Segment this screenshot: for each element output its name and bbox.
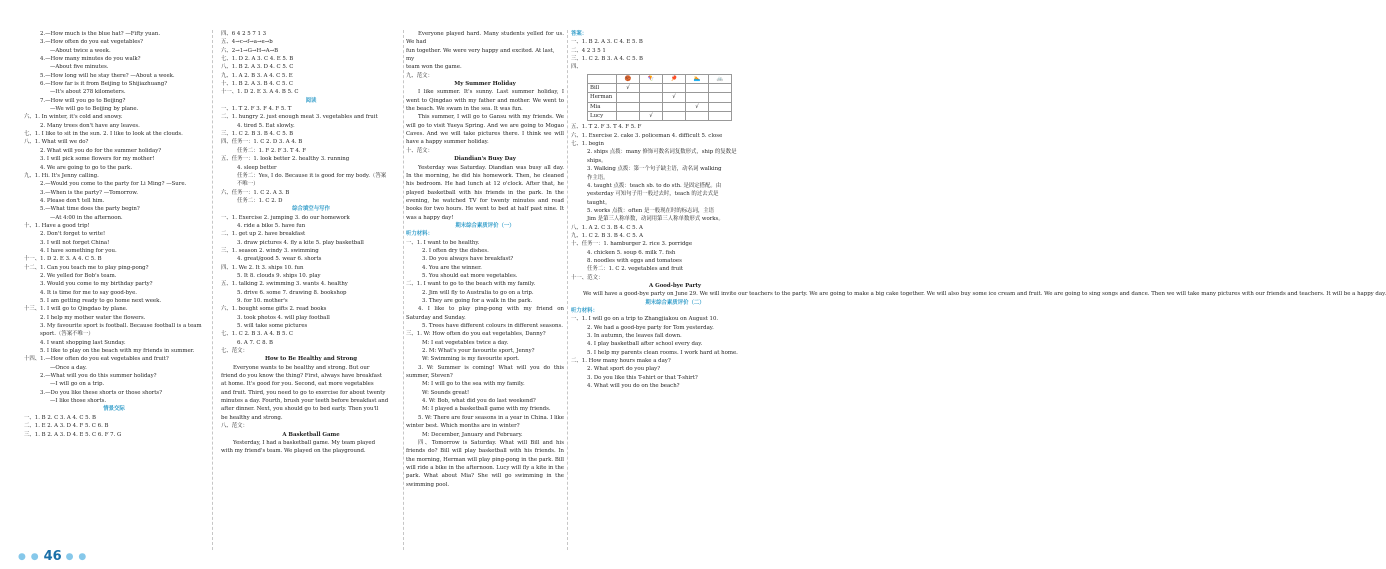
page-footer bbox=[18, 549, 87, 564]
text-line: 2. I help my mother water the flowers. bbox=[40, 314, 146, 321]
text-line: 七、1. begin bbox=[571, 141, 604, 148]
section-heading: 期末综合素质评价（二） bbox=[645, 299, 705, 306]
text-line: 十二、1. Can you teach me to play ping-pong? bbox=[24, 264, 149, 271]
text-line: —I will go on a trip. bbox=[50, 381, 105, 388]
check-cell bbox=[686, 84, 709, 93]
text-line: 任务二：1. F 2. F 3. T 4. F bbox=[237, 147, 306, 154]
text-line: 五、1. T 2. F 3. T 4. F 5. F bbox=[571, 124, 642, 131]
text-line: 2.—How much is the blue hat? —Fifty yuan. bbox=[40, 31, 161, 37]
activity-icon: 🏊 bbox=[686, 74, 709, 83]
check-cell bbox=[709, 84, 732, 93]
text-line: 4.—How many minutes do you walk? bbox=[40, 56, 141, 63]
text-line: 九、1. C 2. B 3. B 4. C 5. A bbox=[571, 232, 643, 239]
text-line: 四、 bbox=[571, 64, 582, 71]
text-line: 八、1. A 2. C 3. B 4. C 5. A bbox=[571, 224, 643, 231]
text-line: We will have a good-bye party on June 29. We will invite our teachers to the party. We are going to make a big cake together. We will also buy some ice cream and fruit. We are going to sing songs and dance. Then we will take many pictures with our friends and teachers. It will be a happy day. bbox=[583, 291, 1386, 298]
text-line: 3. Do you like this T-shirt or that T-shirt? bbox=[587, 374, 698, 381]
text-line: 3. took photos 4. will play football bbox=[237, 314, 330, 321]
text-line: 三、1. season 2. windy 3. swimming bbox=[221, 247, 319, 254]
dots-decoration: ● ● bbox=[65, 551, 88, 562]
check-cell bbox=[709, 112, 732, 121]
text-line: 2.—Would you come to the party for Li Ming? —Sure. bbox=[40, 181, 187, 188]
text-line: minutes a day. Fourth, brush your teeth before breakfast and bbox=[221, 398, 389, 405]
text-line: 7.—How will you go to Beijing? bbox=[40, 97, 126, 104]
text-line: 5. I am getting ready to go home next week. bbox=[40, 298, 162, 304]
text-line: 十、范文： bbox=[406, 147, 433, 154]
text-line: 3.—When is the party? —Tomorrow. bbox=[40, 189, 138, 196]
table-icon-row bbox=[588, 74, 732, 83]
section-heading: 综合填空与写作 bbox=[292, 206, 330, 213]
text-line: Everyone wants to be healthy and strong. But our bbox=[233, 364, 370, 371]
text-line: M: I will go to the sea with my family. bbox=[422, 381, 525, 388]
check-cell bbox=[640, 84, 663, 93]
check-cell bbox=[663, 102, 686, 111]
essay-title: My Summer Holiday bbox=[454, 81, 516, 88]
text-line: 8. noodles with eggs and tomatoes bbox=[587, 257, 682, 264]
text-line: 4. What will you do on the beach? bbox=[587, 383, 680, 390]
table-row bbox=[588, 93, 732, 102]
table-row bbox=[588, 112, 732, 121]
text-line: 九、1. Hi. It's Jenny calling. bbox=[24, 172, 99, 179]
row-name: Herman bbox=[588, 93, 617, 102]
column-divider bbox=[567, 30, 568, 550]
text-line: 4. I want shopping last Sunday. bbox=[40, 339, 126, 346]
check-cell bbox=[686, 112, 709, 121]
column-4 bbox=[571, 30, 1386, 390]
text-line: 作主语。 bbox=[587, 174, 609, 181]
text-line: 四、任务一：1. C 2. D 3. A 4. B bbox=[221, 139, 303, 146]
text-line: fun together. We were very happy and excited. At last, my bbox=[406, 47, 555, 63]
text-line: 4. You are the winner. bbox=[422, 264, 482, 271]
text-line: 3. Walking 点拨：第一个句子缺主语，动名词 walking bbox=[587, 166, 722, 173]
text-line: I like summer. It's sunny. Last summer holiday, I went to Qingdao with my father and mother. We went to the beach. We swam in the sea. It was fun. bbox=[406, 89, 564, 113]
text-line: —About five minutes. bbox=[50, 64, 109, 71]
row-name: Mia bbox=[588, 102, 617, 111]
text-line: 5. Trees have different colours in different seasons. bbox=[422, 323, 563, 330]
text-line: 3. In autumn, the leaves fall down. bbox=[587, 333, 682, 340]
text-line: 一、1. I will go on a trip to Zhangjiakou on August 10. bbox=[571, 316, 719, 323]
section-heading: 期末综合素质评价（一） bbox=[455, 222, 515, 229]
text-line: 一、1. Exercise 2. jumping 3. do our homework bbox=[221, 214, 350, 221]
check-cell bbox=[663, 112, 686, 121]
text-line: 六、1. In winter, it's cold and snowy. bbox=[24, 114, 123, 121]
text-line: 二、1. How many hours make a day? bbox=[571, 358, 671, 365]
text-line: team won the game. bbox=[406, 64, 462, 71]
text-line: after dinner. Next, you should go to bed early. Then you'll bbox=[221, 406, 379, 413]
essay-title: Diandian's Busy Day bbox=[454, 156, 516, 163]
section-heading: 听力材料： bbox=[571, 308, 598, 314]
essay-title: A Basketball Game bbox=[282, 431, 340, 438]
text-line: 十、任务一：1. hamburger 2. rice 3. porridge bbox=[571, 241, 693, 248]
text-line: 五、任务一：1. look better 2. healthy 3. running bbox=[221, 156, 350, 163]
text-line: 七、1. I like to sit in the sun. 2. I like to look at the clouds. bbox=[24, 131, 183, 138]
text-line: 十一、1. D 2. E 3. A 4. B 5. C bbox=[221, 89, 299, 96]
check-cell: √ bbox=[686, 102, 709, 111]
text-line: 4. I like to play ping-pong with my friend on Saturday and Sunday. bbox=[406, 306, 564, 321]
text-line: 5. It 8. clouds 9. ships 10. play bbox=[237, 272, 321, 279]
text-line: 9. for 10. mother's bbox=[237, 298, 288, 304]
text-line: 2. Jim will fly to Australia to go on a trip. bbox=[422, 289, 534, 296]
text-line: —At 4:00 in the afternoon. bbox=[50, 214, 123, 221]
text-line: 三、1. W: How often do you eat vegetables, Danny? bbox=[406, 331, 546, 338]
row-name: Bill bbox=[588, 84, 617, 93]
text-line: 一、1. B 2. C 3. A 4. C 5. B bbox=[24, 414, 96, 421]
text-line: 5. You should eat more vegetables. bbox=[422, 272, 518, 279]
text-line: 八、1. B 2. A 3. D 4. C 5. C bbox=[221, 64, 294, 71]
section-heading: 答案： bbox=[571, 31, 588, 37]
text-line: 二、1. E 2. A 3. D 4. F 5. C 6. B bbox=[24, 423, 109, 430]
text-line: yesterday 可知句子用一般过去时，teach 的过去式是 bbox=[587, 191, 719, 198]
text-line: 3.—Do you like these shorts or those shorts? bbox=[40, 389, 163, 396]
text-line: —It's about 278 kilometers. bbox=[50, 89, 126, 96]
section-heading: 情景交际 bbox=[103, 406, 125, 413]
text-line: 4. chicken 5. soup 6. milk 7. fish bbox=[587, 249, 676, 256]
check-cell bbox=[617, 93, 640, 102]
text-line: 二、4 2 3 5 1 bbox=[571, 47, 606, 54]
table-row bbox=[588, 84, 732, 93]
essay-title: A Good-bye Party bbox=[649, 282, 701, 289]
text-line: 九、范文： bbox=[406, 72, 433, 79]
text-line: 十一、1. D 2. E 3. A 4. C 5. B bbox=[24, 256, 102, 263]
text-line: Yesterday, I had a basketball game. My team played bbox=[233, 439, 376, 446]
text-line: 3. I will not forget China! bbox=[40, 239, 110, 246]
text-line: 五、1. talking 2. swimming 3. wants 4. healthy bbox=[221, 281, 348, 288]
text-line: 一、1. I want to be healthy. bbox=[406, 239, 480, 246]
text-line: 六、1. bought some gifts 2. read books bbox=[221, 306, 327, 313]
dots-decoration: ● ● bbox=[18, 551, 40, 562]
text-line: 六、1. Exercise 2. cake 3. policeman 4. difficult 5. close bbox=[571, 132, 723, 139]
text-line: with my friend's team. We played on the playground. bbox=[221, 448, 366, 455]
column-1 bbox=[24, 30, 204, 439]
text-line: 4. I have something for you. bbox=[40, 247, 117, 254]
text-line: 6.—How far is it from Beijing to Shijiazhuang? bbox=[40, 81, 168, 88]
column-2 bbox=[221, 30, 401, 456]
text-line: 一、1. B 2. A 3. C 4. E 5. B bbox=[571, 39, 643, 46]
activity-icon: 🚲 bbox=[709, 74, 732, 83]
text-line: 十三、1. I will go to Qingdao by plane. bbox=[24, 306, 128, 313]
text-line: ships。 bbox=[587, 157, 607, 164]
check-cell bbox=[617, 102, 640, 111]
text-line: —I like those shorts. bbox=[50, 398, 107, 405]
check-cell bbox=[640, 102, 663, 111]
text-line: 八、范文： bbox=[221, 423, 248, 430]
text-line: M: I played a basketball game with my friends. bbox=[422, 406, 551, 413]
text-line: 3. Do you always have breakfast? bbox=[422, 256, 514, 263]
text-line: 3.—How often do you eat vegetables? bbox=[40, 39, 144, 46]
text-line: W: Swimming is my favourite sport. bbox=[422, 356, 520, 363]
text-line: 六、任务一：1. C 2. A 3. B bbox=[221, 189, 290, 196]
text-line: 2. I often dry the dishes. bbox=[422, 247, 489, 254]
check-cell bbox=[709, 93, 732, 102]
activity-icon: 🏀 bbox=[617, 74, 640, 83]
check-cell bbox=[709, 102, 732, 111]
text-line: M: December, January and February. bbox=[422, 431, 523, 438]
column-divider bbox=[403, 30, 404, 550]
text-line: 十、1. Have a good trip! bbox=[24, 222, 90, 229]
section-heading: 阅读 bbox=[305, 97, 317, 104]
text-line: 2. ships 点拨：many 修饰可数名词复数形式，ship 的复数是 bbox=[587, 149, 737, 156]
text-line: 九、1. A 2. B 3. A 4. C 5. E bbox=[221, 72, 293, 79]
check-cell bbox=[663, 84, 686, 93]
check-cell: √ bbox=[663, 93, 686, 102]
answer-key-head bbox=[571, 30, 779, 72]
activity-icon: 🪁 bbox=[640, 74, 663, 83]
column-3 bbox=[406, 30, 564, 489]
text-line: 3. They are going for a walk in the park. bbox=[422, 298, 533, 304]
text-line: 3. Would you come to my birthday party? bbox=[40, 281, 153, 288]
text-line: 四、Tomorrow is Saturday. What will Bill and his friends do? Bill will play basketball with his friends. In the morning, Herman will play ping-pong in the park. Bill will ride a bike in the afternoon. Lucy will fly a kite in the park. What about Mia? She will go swimming in the swimming pool. bbox=[406, 439, 564, 488]
text-line: 5. works 点拨：often 是一般现在时的标志词，主语 bbox=[587, 207, 715, 214]
text-line: 6. A 7. C 8. B bbox=[237, 339, 273, 346]
text-line: 一、1. T 2. F 3. F 4. F 5. T bbox=[221, 106, 292, 113]
text-line: 三、1. B 2. A 3. D 4. E 5. C 6. F 7. G bbox=[24, 431, 122, 438]
text-line: 2. Many trees don't have any leaves. bbox=[40, 122, 140, 129]
text-line: 4. sleep better bbox=[237, 164, 277, 171]
text-line: 4. We are going to go to the park. bbox=[40, 164, 133, 171]
text-line: Jim 是第三人称单数，动词用第三人称单数形式 works。 bbox=[587, 216, 724, 223]
text-line: 2. We had a good-bye party for Tom yesterday. bbox=[587, 324, 714, 331]
text-line: 2. M: What's your favourite sport, Jenny? bbox=[422, 348, 535, 355]
text-line: 4. tired 5. Eat slowly. bbox=[237, 122, 295, 129]
text-line: 5. drive 6. some 7. drawing 8. bookshop bbox=[237, 289, 347, 296]
row-name: Lucy bbox=[588, 112, 617, 121]
text-line: 3. W: Summer is coming! What will you do this summer, Steven? bbox=[406, 364, 564, 380]
text-line: 二、1. get up 2. have breakfast bbox=[221, 231, 306, 238]
essay-title: How to Be Healthy and Strong bbox=[264, 356, 358, 363]
text-line: 4. great/good 5. wear 6. shorts bbox=[237, 256, 322, 263]
text-line: 3. I will pick some flowers for my mother! bbox=[40, 156, 155, 163]
text-line: 三、1. C 2. B 3. A 4. C 5. B bbox=[571, 56, 643, 63]
text-line: Yesterday was Saturday. Diandian was busy all day. In the morning, he did his homework. Then, he cleaned his bedroom. He had lunch at 12 o'clock. After that, he played basketball with his friends in the park. In the evening, he watched TV for twenty minutes and read books for two hours. He went to bed at half past nine. It was a happy day! bbox=[406, 164, 564, 221]
text-line: 3. draw pictures 4. fly a kite 5. play basketball bbox=[237, 239, 364, 246]
text-line: 七、1. D 2. A 3. C 4. E 5. B bbox=[221, 56, 294, 63]
text-line: 4. I play basketball after school every day. bbox=[587, 341, 703, 348]
text-line: sport.（答案不唯一） bbox=[40, 331, 94, 338]
text-line: friend do you know the thing? First, always have breakfast bbox=[221, 373, 382, 380]
text-line: 2. We yelled for Bob's team. bbox=[40, 272, 117, 279]
text-line: 2.—What will you do this summer holiday? bbox=[40, 373, 157, 380]
text-line: 四、1. We 2. It 3. ships 10. fun bbox=[221, 264, 304, 271]
text-line: 不唯一） bbox=[237, 181, 259, 188]
text-line: —We will go to Beijing by plane. bbox=[50, 106, 139, 113]
text-line: 任务二：1. C 2. vegetables and fruit bbox=[587, 266, 683, 273]
text-line: and fruit. Third, you need to go to exercise for about twenty bbox=[221, 389, 386, 396]
text-line: 4. ride a bike 5. have fun bbox=[237, 222, 306, 229]
text-line: 十四、1.—How often do you eat vegetables and fruit? bbox=[24, 356, 169, 363]
text-line: 2. What sport do you play? bbox=[587, 366, 661, 373]
text-line: at home. It's good for you. Second, eat more vegetables bbox=[221, 381, 374, 388]
text-line: 4. taught 点拨：teach sb. to do sth. 是固定搭配。由 bbox=[587, 182, 722, 189]
text-line: 十一、范文： bbox=[571, 274, 604, 281]
text-line: 5. I like to play on the beach with my friends in summer. bbox=[40, 348, 195, 355]
text-line: 5.—What time does the party begin? bbox=[40, 206, 140, 213]
text-line: 十、1. B 2. A 3. B 4. C 5. C bbox=[221, 81, 293, 88]
text-line: 七、1. C 2. B 3. A 4. B 5. C bbox=[221, 331, 293, 338]
text-line: —About twice a week. bbox=[50, 47, 111, 54]
column-divider bbox=[212, 30, 213, 550]
text-line: 4. Please don't tell him. bbox=[40, 197, 105, 204]
text-line: W: Sounds great! bbox=[422, 389, 470, 396]
section-heading: 听力材料： bbox=[406, 231, 433, 238]
text-line: 5.—How long will he stay there? —About a week. bbox=[40, 72, 175, 79]
text-line: 二、1. hungry 2. just enough meat 3. vegetables and fruit bbox=[221, 114, 378, 121]
text-line: 五、4→c→f→a→e→b bbox=[221, 39, 273, 46]
text-line: This summer, I will go to Gansu with my friends. We will go to visit Yueya Spring. And we are going to Mogao Caves. And we will take pictures there. I think we will have a happy summer holiday. bbox=[406, 114, 564, 146]
answer-key-body bbox=[571, 123, 1386, 390]
text-line: M: I eat vegetables twice a day. bbox=[422, 339, 509, 346]
text-line: 4. It is time for me to say good-bye. bbox=[40, 289, 137, 296]
text-line: 5. W: There are four seasons in a year in China. I like winter best. Which months are in winter? bbox=[406, 414, 564, 430]
text-line: be healthy and strong. bbox=[221, 414, 283, 421]
text-line: 5. I help my parents clean rooms. I work hard at home. bbox=[587, 349, 738, 356]
text-line: 2. Don't forget to write! bbox=[40, 231, 106, 238]
text-line: 三、1. C 2. B 3. B 4. C 5. B bbox=[221, 131, 294, 138]
text-line: 3. My favourite sport is football. Because football is a team bbox=[40, 323, 202, 330]
text-line: Everyone played hard. Many students yelled for us. We had bbox=[406, 31, 564, 46]
text-line: 八、1. What will we do? bbox=[24, 139, 89, 146]
text-line: 七、范文： bbox=[221, 348, 248, 355]
text-line: 任务二：1. C 2. D bbox=[237, 197, 283, 204]
text-line: —Once a day. bbox=[50, 364, 87, 371]
page-number: 46 bbox=[43, 549, 62, 564]
text-line: 六、2→1→G→H→A→B bbox=[221, 47, 279, 54]
text-line: 2. What will you do for the summer holiday? bbox=[40, 147, 162, 154]
text-line: taught。 bbox=[587, 199, 611, 206]
check-cell: √ bbox=[617, 84, 640, 93]
activity-icon: 🏓 bbox=[663, 74, 686, 83]
text-line: 4. W: Bob, what did you do last weekend? bbox=[422, 398, 536, 405]
text-line: 5. will take some pictures bbox=[237, 323, 308, 330]
answer-table bbox=[587, 74, 732, 122]
check-cell: √ bbox=[640, 112, 663, 121]
text-line: 任务二：Yes, I do. Because it is good for my body.（答案 bbox=[237, 172, 387, 179]
check-cell bbox=[617, 112, 640, 121]
check-cell bbox=[686, 93, 709, 102]
text-line: 二、1. I want to go to the beach with my family. bbox=[406, 281, 536, 288]
text-line: 四、6 4 2 5 7 1 3 bbox=[221, 31, 267, 37]
table-row bbox=[588, 102, 732, 111]
check-cell bbox=[640, 93, 663, 102]
